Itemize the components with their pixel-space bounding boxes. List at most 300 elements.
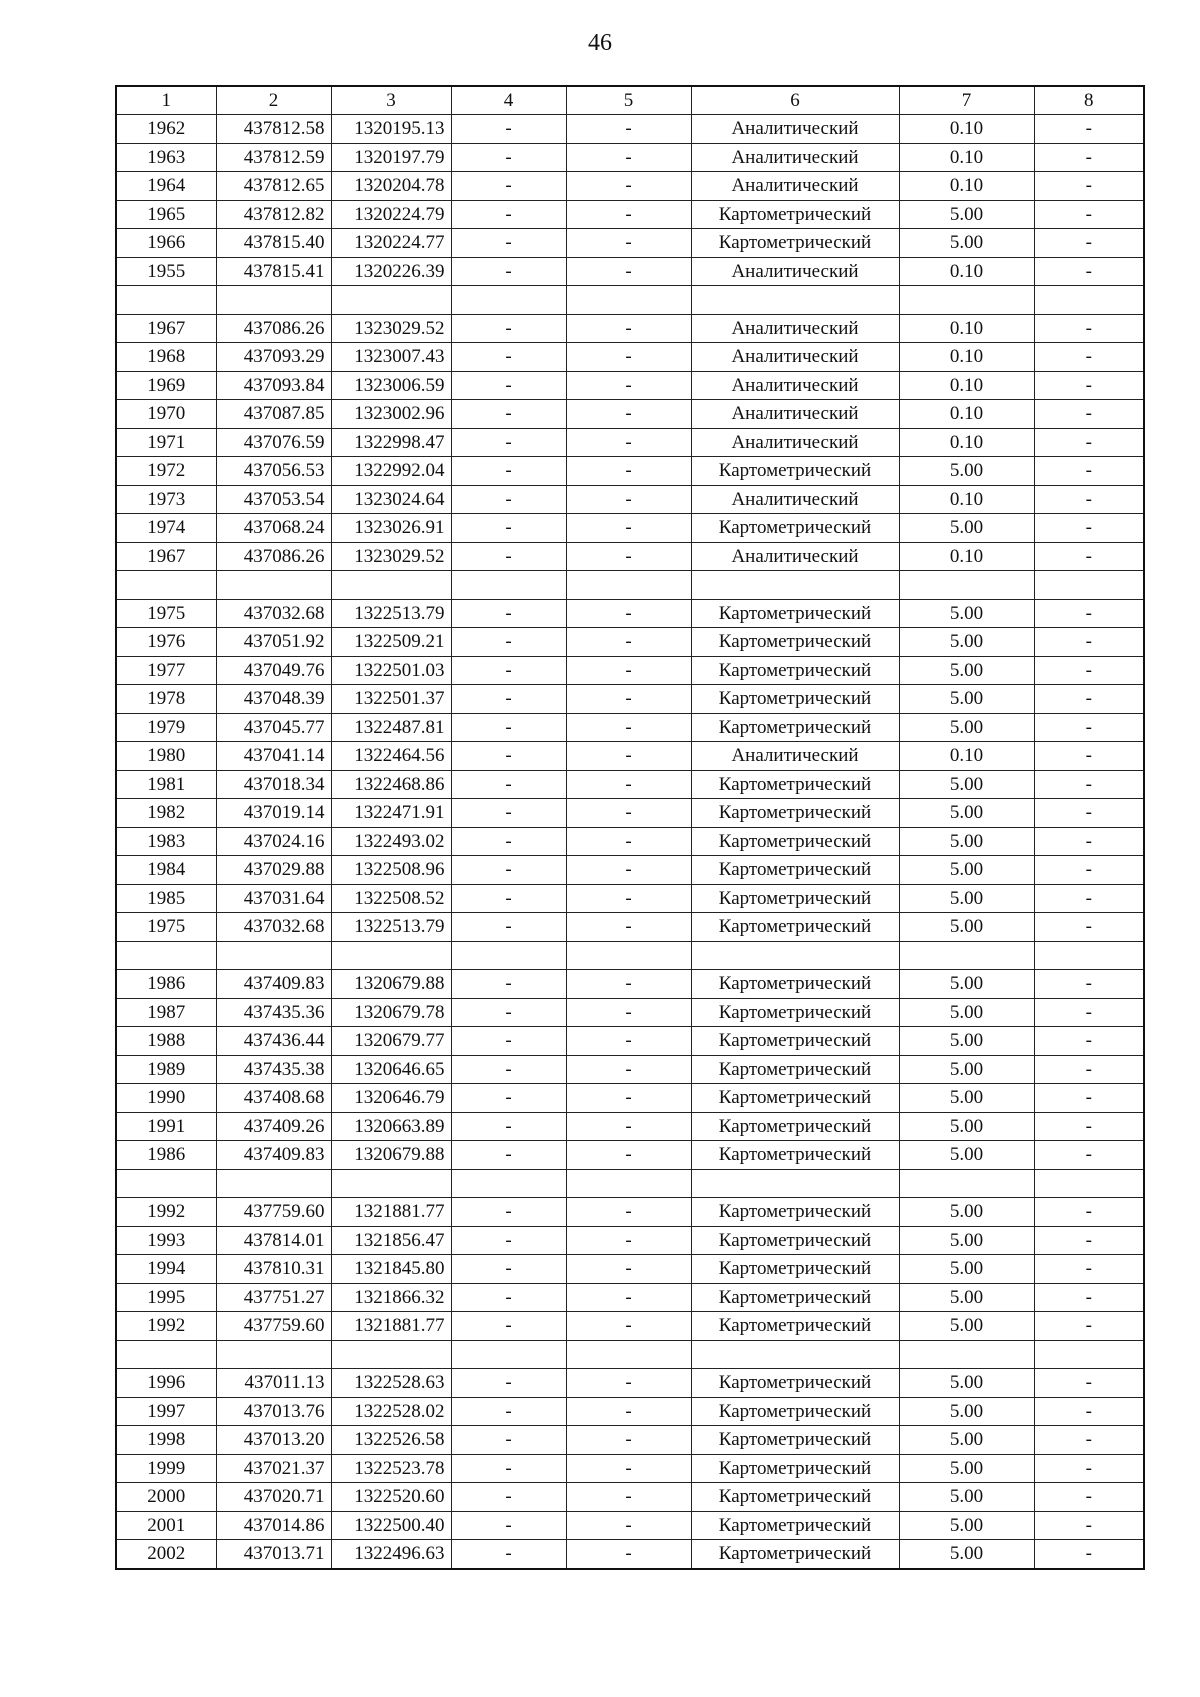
- method-cell: Аналитический: [691, 400, 899, 429]
- method-cell: Картометрический: [691, 1483, 899, 1512]
- column-8-cell: -: [1034, 542, 1144, 571]
- column-8-cell: -: [1034, 143, 1144, 172]
- y-coordinate-cell: 1322526.58: [331, 1426, 451, 1455]
- y-coordinate-cell: [331, 941, 451, 970]
- column-4-cell: -: [451, 314, 566, 343]
- y-coordinate-cell: 1322523.78: [331, 1454, 451, 1483]
- column-5-cell: -: [566, 856, 691, 885]
- x-coordinate-cell: 437076.59: [216, 428, 331, 457]
- x-coordinate-cell: [216, 286, 331, 315]
- table-row: [116, 371, 1144, 400]
- accuracy-cell: 0.10: [899, 115, 1034, 144]
- point-number-cell: 1973: [116, 485, 216, 514]
- column-4-cell: -: [451, 143, 566, 172]
- method-cell: Аналитический: [691, 542, 899, 571]
- column-4-cell: -: [451, 257, 566, 286]
- column-4-cell: -: [451, 1255, 566, 1284]
- table-row: [116, 1198, 1144, 1227]
- accuracy-cell: 5.00: [899, 1483, 1034, 1512]
- x-coordinate-cell: 437048.39: [216, 685, 331, 714]
- accuracy-cell: 5.00: [899, 1540, 1034, 1569]
- column-8-cell: -: [1034, 1397, 1144, 1426]
- table-row: [116, 884, 1144, 913]
- x-coordinate-cell: 437409.83: [216, 1141, 331, 1170]
- method-cell: Картометрический: [691, 685, 899, 714]
- point-number-cell: 2000: [116, 1483, 216, 1512]
- accuracy-cell: 5.00: [899, 1426, 1034, 1455]
- method-cell: Картометрический: [691, 1084, 899, 1113]
- y-coordinate-cell: 1320679.78: [331, 998, 451, 1027]
- table-row: [116, 713, 1144, 742]
- accuracy-cell: 0.10: [899, 485, 1034, 514]
- point-number-cell: 1962: [116, 115, 216, 144]
- accuracy-cell: 5.00: [899, 856, 1034, 885]
- column-4-cell: -: [451, 1112, 566, 1141]
- column-8-cell: -: [1034, 314, 1144, 343]
- column-5-cell: [566, 571, 691, 600]
- x-coordinate-cell: 437759.60: [216, 1198, 331, 1227]
- column-5-cell: -: [566, 143, 691, 172]
- column-5-cell: -: [566, 770, 691, 799]
- point-number-cell: 1994: [116, 1255, 216, 1284]
- x-coordinate-cell: 437013.20: [216, 1426, 331, 1455]
- accuracy-cell: [899, 286, 1034, 315]
- y-coordinate-cell: 1320646.65: [331, 1055, 451, 1084]
- point-number-cell: 2001: [116, 1511, 216, 1540]
- x-coordinate-cell: 437021.37: [216, 1454, 331, 1483]
- point-number-cell: 1999: [116, 1454, 216, 1483]
- point-number-cell: 1989: [116, 1055, 216, 1084]
- accuracy-cell: 5.00: [899, 884, 1034, 913]
- column-4-cell: -: [451, 1027, 566, 1056]
- method-cell: Картометрический: [691, 1454, 899, 1483]
- point-number-cell: 1984: [116, 856, 216, 885]
- point-number-cell: 1983: [116, 827, 216, 856]
- point-number-cell: 1971: [116, 428, 216, 457]
- column-4-cell: -: [451, 1141, 566, 1170]
- column-4-cell: -: [451, 685, 566, 714]
- accuracy-cell: [899, 1169, 1034, 1198]
- method-cell: Картометрический: [691, 656, 899, 685]
- x-coordinate-cell: 437068.24: [216, 514, 331, 543]
- table-row: [116, 314, 1144, 343]
- column-5-cell: -: [566, 1283, 691, 1312]
- point-number-cell: 1990: [116, 1084, 216, 1113]
- column-5-cell: -: [566, 1454, 691, 1483]
- column-4-cell: -: [451, 200, 566, 229]
- y-coordinate-cell: 1322992.04: [331, 457, 451, 486]
- method-cell: [691, 941, 899, 970]
- column-8-cell: -: [1034, 1084, 1144, 1113]
- x-coordinate-cell: 437053.54: [216, 485, 331, 514]
- method-cell: Картометрический: [691, 1540, 899, 1569]
- method-cell: Картометрический: [691, 1226, 899, 1255]
- accuracy-cell: 5.00: [899, 1255, 1034, 1284]
- column-5-cell: [566, 1340, 691, 1369]
- table-row: [116, 1027, 1144, 1056]
- y-coordinate-cell: [331, 286, 451, 315]
- column-5-cell: -: [566, 514, 691, 543]
- accuracy-cell: 5.00: [899, 200, 1034, 229]
- column-8-cell: -: [1034, 1312, 1144, 1341]
- method-cell: Картометрический: [691, 827, 899, 856]
- accuracy-cell: 5.00: [899, 628, 1034, 657]
- table-row: [116, 1283, 1144, 1312]
- x-coordinate-cell: [216, 1169, 331, 1198]
- accuracy-cell: 5.00: [899, 599, 1034, 628]
- column-8-cell: -: [1034, 1511, 1144, 1540]
- x-coordinate-cell: 437812.58: [216, 115, 331, 144]
- column-5-cell: -: [566, 742, 691, 771]
- y-coordinate-cell: 1321881.77: [331, 1198, 451, 1227]
- x-coordinate-cell: 437751.27: [216, 1283, 331, 1312]
- column-4-cell: -: [451, 770, 566, 799]
- table-row: [116, 343, 1144, 372]
- column-4-cell: -: [451, 115, 566, 144]
- x-coordinate-cell: 437093.29: [216, 343, 331, 372]
- x-coordinate-cell: 437051.92: [216, 628, 331, 657]
- y-coordinate-cell: 1322998.47: [331, 428, 451, 457]
- point-number-cell: 1955: [116, 257, 216, 286]
- column-4-cell: -: [451, 542, 566, 571]
- y-coordinate-cell: 1322508.52: [331, 884, 451, 913]
- accuracy-cell: 5.00: [899, 998, 1034, 1027]
- x-coordinate-cell: 437408.68: [216, 1084, 331, 1113]
- column-5-cell: -: [566, 1226, 691, 1255]
- method-cell: Картометрический: [691, 884, 899, 913]
- column-8-cell: -: [1034, 1141, 1144, 1170]
- accuracy-cell: 5.00: [899, 656, 1034, 685]
- x-coordinate-cell: 437087.85: [216, 400, 331, 429]
- x-coordinate-cell: 437045.77: [216, 713, 331, 742]
- column-8-cell: -: [1034, 770, 1144, 799]
- x-coordinate-cell: 437032.68: [216, 913, 331, 942]
- column-5-cell: -: [566, 656, 691, 685]
- table-row: [116, 1226, 1144, 1255]
- x-coordinate-cell: 437093.84: [216, 371, 331, 400]
- table-row: [116, 913, 1144, 942]
- accuracy-cell: 0.10: [899, 400, 1034, 429]
- y-coordinate-cell: 1323026.91: [331, 514, 451, 543]
- column-4-cell: -: [451, 799, 566, 828]
- column-5-cell: -: [566, 970, 691, 999]
- point-number-cell: 1975: [116, 913, 216, 942]
- x-coordinate-cell: [216, 1340, 331, 1369]
- column-4-cell: -: [451, 1426, 566, 1455]
- x-coordinate-cell: 437032.68: [216, 599, 331, 628]
- table-row: [116, 400, 1144, 429]
- table-row: [116, 257, 1144, 286]
- table-row: [116, 770, 1144, 799]
- y-coordinate-cell: 1323029.52: [331, 314, 451, 343]
- point-number-cell: 1965: [116, 200, 216, 229]
- column-header-1: 1: [116, 86, 216, 115]
- table-row: [116, 485, 1144, 514]
- method-cell: [691, 1169, 899, 1198]
- x-coordinate-cell: 437814.01: [216, 1226, 331, 1255]
- column-header-7: 7: [899, 86, 1034, 115]
- accuracy-cell: 0.10: [899, 542, 1034, 571]
- column-8-cell: -: [1034, 172, 1144, 201]
- point-number-cell: 1992: [116, 1198, 216, 1227]
- y-coordinate-cell: 1322468.86: [331, 770, 451, 799]
- column-8-cell: -: [1034, 1426, 1144, 1455]
- accuracy-cell: 0.10: [899, 428, 1034, 457]
- column-4-cell: -: [451, 485, 566, 514]
- y-coordinate-cell: 1322471.91: [331, 799, 451, 828]
- table-row: [116, 1112, 1144, 1141]
- table-row: [116, 1483, 1144, 1512]
- column-4-cell: -: [451, 371, 566, 400]
- column-5-cell: -: [566, 628, 691, 657]
- column-4-cell: -: [451, 400, 566, 429]
- accuracy-cell: 5.00: [899, 827, 1034, 856]
- point-number-cell: 1996: [116, 1369, 216, 1398]
- column-8-cell: [1034, 571, 1144, 600]
- column-4-cell: [451, 286, 566, 315]
- column-8-cell: -: [1034, 1198, 1144, 1227]
- table-row: [116, 457, 1144, 486]
- column-header-4: 4: [451, 86, 566, 115]
- column-header-8: 8: [1034, 86, 1144, 115]
- column-8-cell: -: [1034, 628, 1144, 657]
- method-cell: Аналитический: [691, 257, 899, 286]
- method-cell: Картометрический: [691, 713, 899, 742]
- column-4-cell: -: [451, 1511, 566, 1540]
- table-row: [116, 856, 1144, 885]
- table-row: [116, 742, 1144, 771]
- column-8-cell: -: [1034, 1112, 1144, 1141]
- x-coordinate-cell: 437810.31: [216, 1255, 331, 1284]
- y-coordinate-cell: 1320679.77: [331, 1027, 451, 1056]
- accuracy-cell: 5.00: [899, 1283, 1034, 1312]
- column-8-cell: -: [1034, 257, 1144, 286]
- method-cell: Картометрический: [691, 1027, 899, 1056]
- y-coordinate-cell: 1321866.32: [331, 1283, 451, 1312]
- column-5-cell: -: [566, 314, 691, 343]
- separator-row: [116, 941, 1144, 970]
- column-4-cell: -: [451, 1312, 566, 1341]
- y-coordinate-cell: [331, 1340, 451, 1369]
- column-8-cell: -: [1034, 229, 1144, 258]
- x-coordinate-cell: 437409.83: [216, 970, 331, 999]
- accuracy-cell: 0.10: [899, 172, 1034, 201]
- point-number-cell: 1982: [116, 799, 216, 828]
- column-8-cell: -: [1034, 742, 1144, 771]
- column-5-cell: -: [566, 1055, 691, 1084]
- point-number-cell: 1977: [116, 656, 216, 685]
- column-8-cell: -: [1034, 685, 1144, 714]
- point-number-cell: 1993: [116, 1226, 216, 1255]
- column-4-cell: -: [451, 229, 566, 258]
- column-4-cell: -: [451, 1369, 566, 1398]
- column-8-cell: -: [1034, 599, 1144, 628]
- column-4-cell: -: [451, 628, 566, 657]
- x-coordinate-cell: 437435.38: [216, 1055, 331, 1084]
- table-row: [116, 143, 1144, 172]
- column-8-cell: -: [1034, 1055, 1144, 1084]
- table-row: [116, 200, 1144, 229]
- y-coordinate-cell: 1323024.64: [331, 485, 451, 514]
- y-coordinate-cell: 1322493.02: [331, 827, 451, 856]
- point-number-cell: 1985: [116, 884, 216, 913]
- table-row: [116, 827, 1144, 856]
- point-number-cell: 1967: [116, 314, 216, 343]
- accuracy-cell: 5.00: [899, 1055, 1034, 1084]
- column-5-cell: -: [566, 1397, 691, 1426]
- method-cell: Картометрический: [691, 599, 899, 628]
- accuracy-cell: 5.00: [899, 1112, 1034, 1141]
- accuracy-cell: 5.00: [899, 799, 1034, 828]
- accuracy-cell: 5.00: [899, 1198, 1034, 1227]
- method-cell: Аналитический: [691, 172, 899, 201]
- column-5-cell: -: [566, 1312, 691, 1341]
- column-4-cell: -: [451, 1198, 566, 1227]
- table-row: [116, 172, 1144, 201]
- y-coordinate-cell: 1323029.52: [331, 542, 451, 571]
- accuracy-cell: 5.00: [899, 457, 1034, 486]
- table-row: [116, 514, 1144, 543]
- method-cell: Аналитический: [691, 371, 899, 400]
- method-cell: Картометрический: [691, 1511, 899, 1540]
- column-4-cell: -: [451, 970, 566, 999]
- accuracy-cell: [899, 1340, 1034, 1369]
- table-row: [116, 685, 1144, 714]
- point-number-cell: 1969: [116, 371, 216, 400]
- y-coordinate-cell: 1320224.77: [331, 229, 451, 258]
- table-row: [116, 998, 1144, 1027]
- column-5-cell: -: [566, 827, 691, 856]
- method-cell: Аналитический: [691, 428, 899, 457]
- table-row: [116, 799, 1144, 828]
- accuracy-cell: 5.00: [899, 1084, 1034, 1113]
- column-5-cell: -: [566, 1112, 691, 1141]
- column-4-cell: -: [451, 884, 566, 913]
- table-row: [116, 1454, 1144, 1483]
- method-cell: Аналитический: [691, 314, 899, 343]
- x-coordinate-cell: 437086.26: [216, 314, 331, 343]
- table-row: [116, 1141, 1144, 1170]
- method-cell: Картометрический: [691, 628, 899, 657]
- y-coordinate-cell: [331, 571, 451, 600]
- accuracy-cell: [899, 941, 1034, 970]
- accuracy-cell: 5.00: [899, 970, 1034, 999]
- method-cell: [691, 286, 899, 315]
- column-4-cell: [451, 1340, 566, 1369]
- y-coordinate-cell: 1322464.56: [331, 742, 451, 771]
- accuracy-cell: 0.10: [899, 143, 1034, 172]
- x-coordinate-cell: 437013.76: [216, 1397, 331, 1426]
- column-4-cell: -: [451, 713, 566, 742]
- x-coordinate-cell: 437056.53: [216, 457, 331, 486]
- column-4-cell: [451, 941, 566, 970]
- x-coordinate-cell: 437011.13: [216, 1369, 331, 1398]
- method-cell: Аналитический: [691, 343, 899, 372]
- column-5-cell: [566, 941, 691, 970]
- method-cell: Аналитический: [691, 115, 899, 144]
- column-5-cell: -: [566, 485, 691, 514]
- table-row: [116, 229, 1144, 258]
- point-number-cell: 1968: [116, 343, 216, 372]
- accuracy-cell: 5.00: [899, 1312, 1034, 1341]
- point-number-cell: 1963: [116, 143, 216, 172]
- column-8-cell: -: [1034, 970, 1144, 999]
- method-cell: Картометрический: [691, 998, 899, 1027]
- column-8-cell: [1034, 1340, 1144, 1369]
- method-cell: Картометрический: [691, 1141, 899, 1170]
- column-5-cell: -: [566, 1426, 691, 1455]
- column-4-cell: -: [451, 1397, 566, 1426]
- column-8-cell: [1034, 941, 1144, 970]
- accuracy-cell: 5.00: [899, 1369, 1034, 1398]
- column-5-cell: -: [566, 1483, 691, 1512]
- x-coordinate-cell: 437013.71: [216, 1540, 331, 1569]
- point-number-cell: [116, 571, 216, 600]
- table-row: [116, 115, 1144, 144]
- column-8-cell: -: [1034, 799, 1144, 828]
- accuracy-cell: 0.10: [899, 742, 1034, 771]
- x-coordinate-cell: 437018.34: [216, 770, 331, 799]
- coordinates-table: [115, 85, 1145, 1570]
- x-coordinate-cell: 437020.71: [216, 1483, 331, 1512]
- column-4-cell: -: [451, 599, 566, 628]
- point-number-cell: 1966: [116, 229, 216, 258]
- y-coordinate-cell: 1322508.96: [331, 856, 451, 885]
- table-row: [116, 1312, 1144, 1341]
- column-4-cell: -: [451, 514, 566, 543]
- method-cell: Картометрический: [691, 1369, 899, 1398]
- method-cell: Картометрический: [691, 229, 899, 258]
- accuracy-cell: [899, 571, 1034, 600]
- column-5-cell: -: [566, 257, 691, 286]
- column-5-cell: -: [566, 685, 691, 714]
- y-coordinate-cell: 1320204.78: [331, 172, 451, 201]
- column-8-cell: -: [1034, 400, 1144, 429]
- column-header-3: 3: [331, 86, 451, 115]
- column-4-cell: -: [451, 656, 566, 685]
- column-5-cell: -: [566, 1540, 691, 1569]
- x-coordinate-cell: 437086.26: [216, 542, 331, 571]
- column-4-cell: -: [451, 1454, 566, 1483]
- accuracy-cell: 5.00: [899, 514, 1034, 543]
- y-coordinate-cell: 1322509.21: [331, 628, 451, 657]
- column-8-cell: -: [1034, 1283, 1144, 1312]
- column-8-cell: -: [1034, 1540, 1144, 1569]
- accuracy-cell: 5.00: [899, 913, 1034, 942]
- column-5-cell: -: [566, 457, 691, 486]
- y-coordinate-cell: 1323002.96: [331, 400, 451, 429]
- column-4-cell: -: [451, 1226, 566, 1255]
- column-5-cell: -: [566, 229, 691, 258]
- column-8-cell: -: [1034, 514, 1144, 543]
- accuracy-cell: 5.00: [899, 1141, 1034, 1170]
- column-5-cell: -: [566, 115, 691, 144]
- y-coordinate-cell: 1323007.43: [331, 343, 451, 372]
- point-number-cell: 1978: [116, 685, 216, 714]
- column-8-cell: -: [1034, 485, 1144, 514]
- y-coordinate-cell: 1321856.47: [331, 1226, 451, 1255]
- column-8-cell: [1034, 286, 1144, 315]
- y-coordinate-cell: 1322487.81: [331, 713, 451, 742]
- column-5-cell: -: [566, 542, 691, 571]
- column-8-cell: -: [1034, 1369, 1144, 1398]
- x-coordinate-cell: [216, 941, 331, 970]
- separator-row: [116, 1169, 1144, 1198]
- column-8-cell: -: [1034, 1255, 1144, 1284]
- point-number-cell: 1964: [116, 172, 216, 201]
- point-number-cell: 1992: [116, 1312, 216, 1341]
- y-coordinate-cell: 1320646.79: [331, 1084, 451, 1113]
